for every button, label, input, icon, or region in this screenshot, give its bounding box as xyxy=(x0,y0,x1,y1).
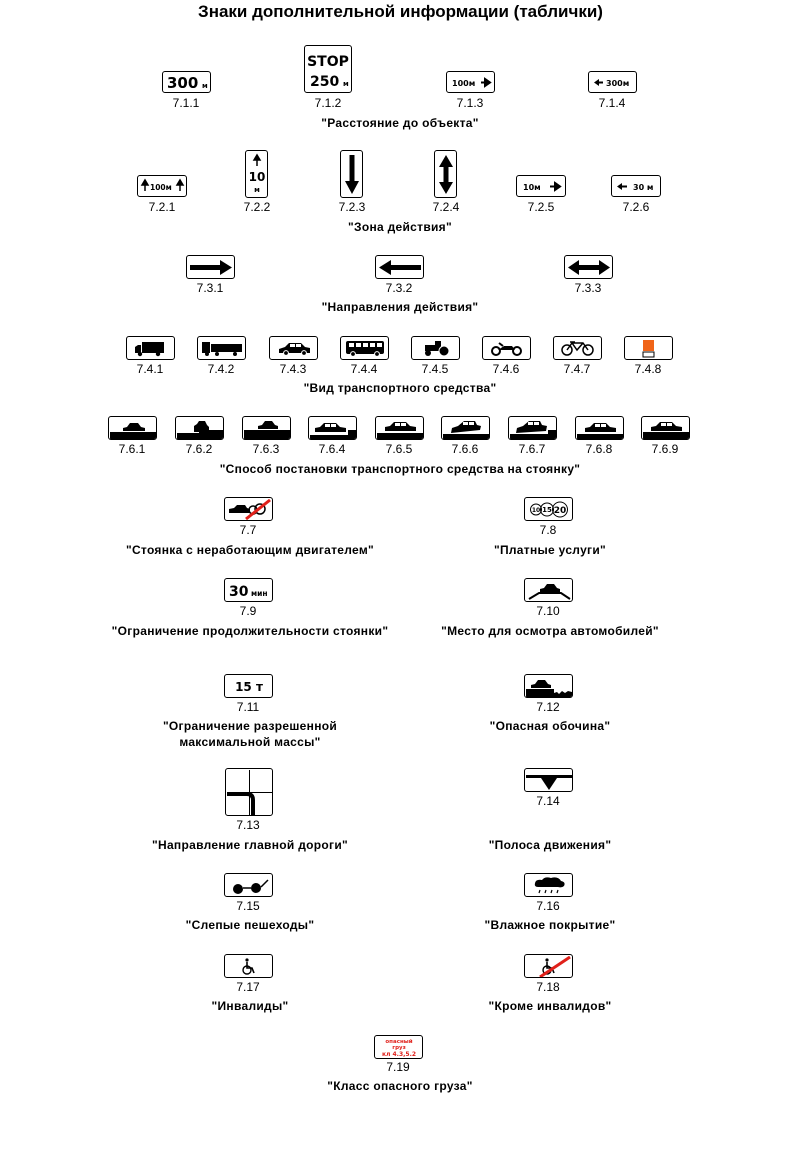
code-7-6-5: 7.6.5 xyxy=(385,442,413,456)
car-parking-side-icon xyxy=(377,418,423,439)
code-7-4-4: 7.4.4 xyxy=(350,362,378,376)
svg-text:мин: мин xyxy=(250,588,268,598)
motorcycle-icon xyxy=(484,338,530,359)
dangerous-shoulder-icon xyxy=(526,676,572,697)
code-7-2-2: 7.2.2 xyxy=(243,200,271,214)
sign-7-6-1 xyxy=(108,416,157,440)
caption-7-11: "Ограничение разрешенной xyxy=(162,719,338,733)
sign-7-15 xyxy=(224,873,273,897)
caption-7-17: "Инвалиды" xyxy=(211,999,289,1013)
code-7-4-5: 7.4.5 xyxy=(421,362,449,376)
code-7-6-2: 7.6.2 xyxy=(185,442,213,456)
code-7-6-1: 7.6.1 xyxy=(118,442,146,456)
caption-7-14: "Полоса движения" xyxy=(488,838,612,852)
except-wheelchair-icon xyxy=(526,956,572,977)
sign-7-1-3 xyxy=(446,71,495,93)
code-7-6-7: 7.6.7 xyxy=(518,442,546,456)
sign-7-4-2 xyxy=(197,336,246,360)
caption-7-18: "Кроме инвалидов" xyxy=(488,999,612,1013)
car-tilted-icon xyxy=(443,418,489,439)
code-7-9: 7.9 xyxy=(239,604,257,618)
svg-text:15 т: 15 т xyxy=(234,679,263,694)
lane-arrow-icon xyxy=(526,770,572,791)
code-7-13: 7.13 xyxy=(236,818,260,832)
sign-7-1-4 xyxy=(588,71,637,93)
car-on-road-icon xyxy=(110,418,156,439)
wet-surface-icon xyxy=(526,875,572,896)
sign-7-4-5 xyxy=(411,336,460,360)
code-7-11: 7.11 xyxy=(236,700,260,714)
sign-7-3-3 xyxy=(564,255,613,279)
code-7-1-1: 7.1.1 xyxy=(172,96,200,110)
sign-7-4-4 xyxy=(340,336,389,360)
code-7-6-8: 7.6.8 xyxy=(585,442,613,456)
sign-7-16 xyxy=(524,873,573,897)
caption-7-16: "Влажное покрытие" xyxy=(484,918,616,932)
car-on-sidewalk-icon xyxy=(244,418,290,439)
svg-text:груз: груз xyxy=(391,1044,406,1051)
sign-7-11 xyxy=(224,674,273,698)
sign-7-18 xyxy=(524,954,573,978)
code-7-2-3: 7.2.3 xyxy=(338,200,366,214)
sign-7-12 xyxy=(524,674,573,698)
caption-7-8: "Платные услуги" xyxy=(493,543,607,557)
bicycle-icon xyxy=(555,338,601,359)
sign-7-14 xyxy=(524,768,573,792)
sign-7-13 xyxy=(225,768,273,816)
car-half-sidewalk-icon xyxy=(577,418,623,439)
sign-7-4-7 xyxy=(553,336,602,360)
car-tilted-icon xyxy=(510,418,556,439)
sign-7-19 xyxy=(374,1035,423,1059)
code-7-1-3: 7.1.3 xyxy=(456,96,484,110)
tractor-icon xyxy=(413,338,459,359)
code-7-6-4: 7.6.4 xyxy=(318,442,346,456)
sign-7-6-4 xyxy=(308,416,357,440)
code-7-14: 7.14 xyxy=(536,794,560,808)
caption-7-12: "Опасная обочина" xyxy=(489,719,611,733)
sign-7-17 xyxy=(224,954,273,978)
sign-7-2-6 xyxy=(611,175,661,197)
svg-text:100м: 100м xyxy=(451,78,475,88)
caption-group-7-4: "Вид транспортного средства" xyxy=(303,381,497,395)
sign-7-6-5 xyxy=(375,416,424,440)
svg-text:20: 20 xyxy=(553,505,566,516)
truck-icon xyxy=(128,338,174,359)
wheelchair-icon xyxy=(226,956,272,977)
car-icon xyxy=(271,338,317,359)
bus-icon xyxy=(342,338,388,359)
caption-7-10: "Место для осмотра автомобилей" xyxy=(441,624,659,638)
sign-7-7 xyxy=(224,497,273,521)
code-7-4-7: 7.4.7 xyxy=(563,362,591,376)
code-7-2-4: 7.2.4 xyxy=(432,200,460,214)
code-7-2-1: 7.2.1 xyxy=(148,200,176,214)
sign-7-6-3 xyxy=(242,416,291,440)
sign-7-1-2 xyxy=(304,45,352,93)
code-7-2-6: 7.2.6 xyxy=(622,200,650,214)
svg-text:30: 30 xyxy=(228,583,248,600)
sign-7-8 xyxy=(524,497,573,521)
sign-7-2-4 xyxy=(434,150,457,198)
code-7-4-3: 7.4.3 xyxy=(279,362,307,376)
code-7-4-1: 7.4.1 xyxy=(136,362,164,376)
caption-7-9: "Ограничение продолжительности стоянки" xyxy=(111,624,389,638)
svg-text:10: 10 xyxy=(248,169,265,184)
sign-7-2-5 xyxy=(516,175,566,197)
svg-text:STOP: STOP xyxy=(306,53,349,70)
svg-text:м: м xyxy=(253,185,260,194)
caption-7-13: "Направление главной дороги" xyxy=(151,838,348,852)
svg-text:100м: 100м xyxy=(149,182,172,192)
blind-pedestrian-glasses-icon xyxy=(226,875,272,896)
code-7-4-2: 7.4.2 xyxy=(207,362,235,376)
sign-7-2-2 xyxy=(245,150,268,198)
sign-7-4-1 xyxy=(126,336,175,360)
car-parking-side-icon xyxy=(310,418,356,439)
code-7-3-1: 7.3.1 xyxy=(196,281,224,295)
code-7-3-3: 7.3.3 xyxy=(574,281,602,295)
sign-7-3-1 xyxy=(186,255,235,279)
caption-7-7: "Стоянка с неработающим двигателем" xyxy=(125,543,375,557)
sign-7-4-8 xyxy=(624,336,673,360)
caption-7-11-line2: максимальной массы" xyxy=(179,735,321,749)
code-7-1-4: 7.1.4 xyxy=(598,96,626,110)
svg-text:10: 10 xyxy=(531,506,540,514)
coins-icon xyxy=(526,499,572,520)
sign-7-3-2 xyxy=(375,255,424,279)
svg-text:м: м xyxy=(201,81,208,90)
code-7-1-2: 7.1.2 xyxy=(314,96,342,110)
code-7-4-8: 7.4.8 xyxy=(634,362,662,376)
code-7-6-9: 7.6.9 xyxy=(651,442,679,456)
svg-text:10м: 10м xyxy=(522,182,541,192)
caption-7-15: "Слепые пешеходы" xyxy=(185,918,315,932)
hazard-class-plate xyxy=(376,1037,422,1058)
sign-7-6-9 xyxy=(641,416,690,440)
sign-7-10 xyxy=(524,578,573,602)
code-7-6-3: 7.6.3 xyxy=(252,442,280,456)
code-7-7: 7.7 xyxy=(239,523,257,537)
svg-text:300м: 300м xyxy=(605,78,629,88)
sign-7-6-7 xyxy=(508,416,557,440)
code-7-15: 7.15 xyxy=(236,899,260,913)
code-7-10: 7.10 xyxy=(536,604,560,618)
hazard-plate-icon xyxy=(626,338,672,359)
sign-7-6-2 xyxy=(175,416,224,440)
code-7-17: 7.17 xyxy=(236,980,260,994)
sign-7-6-8 xyxy=(575,416,624,440)
svg-text:15: 15 xyxy=(541,505,552,514)
code-7-19: 7.19 xyxy=(386,1060,410,1074)
main-road-direction-icon xyxy=(227,770,272,815)
code-7-2-5: 7.2.5 xyxy=(527,200,555,214)
sign-7-2-1 xyxy=(137,175,187,197)
svg-text:30 м: 30 м xyxy=(632,182,653,192)
truck-trailer-icon xyxy=(199,338,245,359)
caption-group-7-1: "Расстояние до объекта" xyxy=(321,116,479,130)
caption-group-7-3: "Направления действия" xyxy=(321,300,479,314)
svg-text:300: 300 xyxy=(166,73,198,92)
code-7-4-6: 7.4.6 xyxy=(492,362,520,376)
sign-7-2-3 xyxy=(340,150,363,198)
car-sidewalk-icon xyxy=(177,418,223,439)
car-half-sidewalk-icon xyxy=(643,418,689,439)
code-7-16: 7.16 xyxy=(536,899,560,913)
caption-group-7-6: "Способ постановки транспортного средства на стоянку" xyxy=(219,462,581,476)
sign-7-9 xyxy=(224,578,273,602)
page-title: Знаки дополнительной информации (таблички) xyxy=(198,2,603,21)
caption-group-7-2: "Зона действия" xyxy=(348,220,452,234)
engine-off-icon xyxy=(226,499,272,520)
sign-7-4-3 xyxy=(269,336,318,360)
code-7-3-2: 7.3.2 xyxy=(385,281,413,295)
svg-text:м: м xyxy=(342,79,349,88)
sign-7-4-6 xyxy=(482,336,531,360)
sign-7-6-6 xyxy=(441,416,490,440)
code-7-6-6: 7.6.6 xyxy=(451,442,479,456)
code-7-18: 7.18 xyxy=(536,980,560,994)
code-7-12: 7.12 xyxy=(536,700,560,714)
inspection-ramp-icon xyxy=(526,580,572,601)
svg-text:опасный: опасный xyxy=(384,1038,413,1045)
svg-text:кл 4.3,5.2: кл 4.3,5.2 xyxy=(381,1050,416,1058)
sign-7-1-1 xyxy=(162,71,211,93)
caption-7-19: "Класс опасного груза" xyxy=(327,1079,473,1093)
code-7-8: 7.8 xyxy=(539,523,557,537)
svg-text:250: 250 xyxy=(309,73,339,90)
